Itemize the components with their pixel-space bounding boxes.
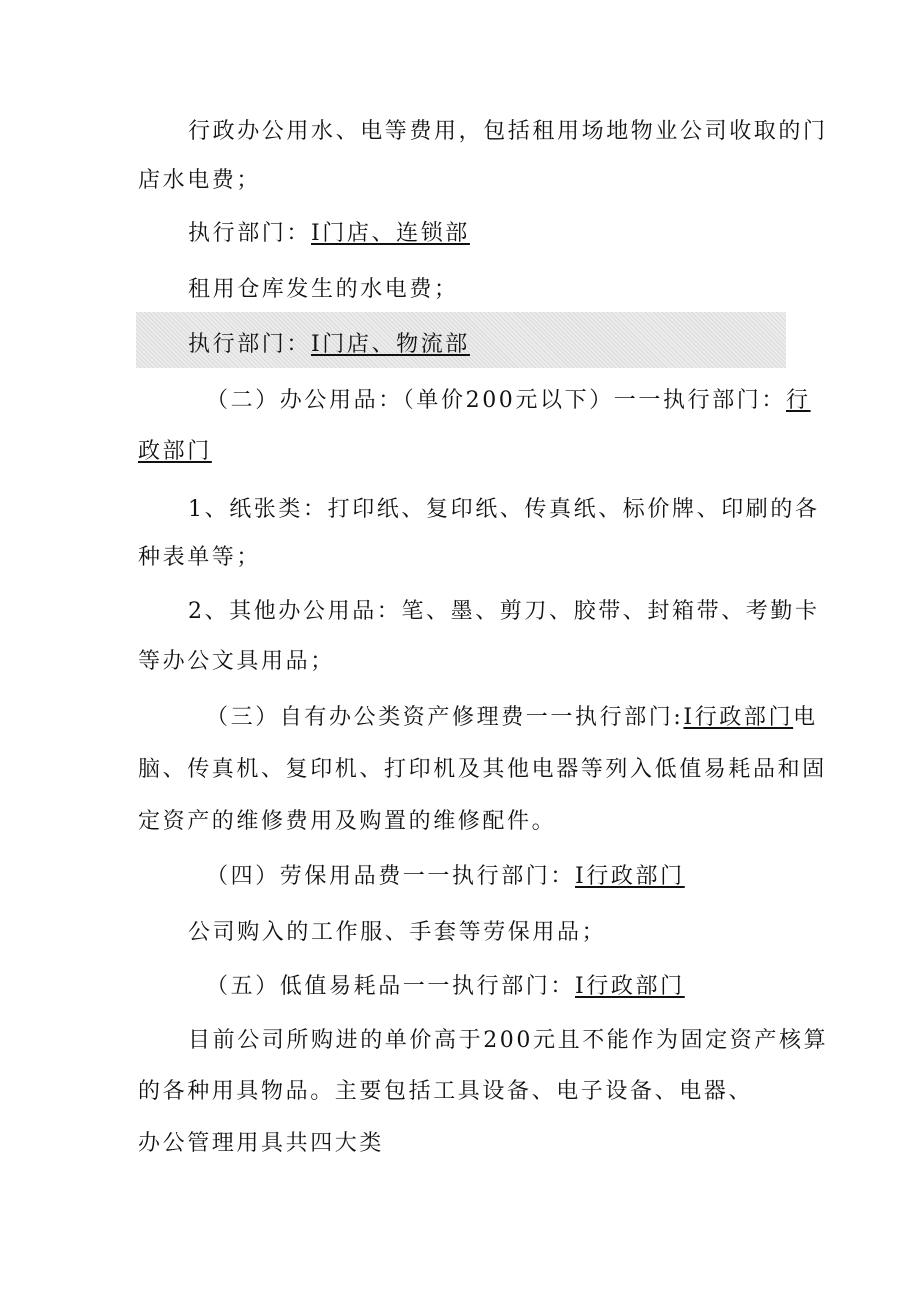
text-line: 公司购入的工作服、手套等劳保用品； <box>188 920 607 945</box>
underlined-department: 政部门 <box>138 439 212 464</box>
text-line: 执行部门：I门店、连锁部 <box>188 221 470 246</box>
list-item: 2、其他办公用品：笔、墨、剪刀、胶带、封箱带、考勤卡 <box>188 599 820 624</box>
underlined-department: I门店、连锁部 <box>311 221 470 246</box>
text-line: 行政办公用水、电等费用，包括租用场地物业公司收取的门 <box>188 119 828 144</box>
text-line: 的各种用具物品。主要包括工具设备、电子设备、电器、 <box>138 1079 754 1104</box>
text-line: 等办公文具用品； <box>138 649 335 674</box>
text-line: 租用仓库发生的水电费； <box>188 277 459 302</box>
section-heading: （二）办公用品：（单价200元以下）一一执行部门：行 <box>206 388 811 413</box>
text-line: 定资产的维修费用及购置的维修配件。 <box>138 809 557 834</box>
underlined-department: I门店、物流部 <box>311 332 470 357</box>
text-line: 办公管理用具共四大类 <box>138 1131 385 1156</box>
underlined-department: I行政部门 <box>575 864 685 889</box>
section-heading: （五）低值易耗品一一执行部门：I行政部门 <box>206 974 685 999</box>
text-line: 脑、传真机、复印机、打印机及其他电器等列入低值易耗品和固 <box>138 757 827 782</box>
section-heading: （四）劳保用品费一一执行部门：I行政部门 <box>206 864 685 889</box>
text-line: 目前公司所购进的单价高于200元且不能作为固定资产核算 <box>188 1028 829 1053</box>
text-line <box>138 432 920 472</box>
text-line: 店水电费； <box>138 168 262 193</box>
text-line: 执行部门：I门店、物流部 <box>188 332 470 357</box>
section-heading: （三）自有办公类资产修理费一一执行部门:I行政部门电 <box>206 705 818 730</box>
underlined-department: 行 <box>786 388 811 413</box>
text-line: 种表单等； <box>138 545 262 570</box>
list-item: 1、纸张类：打印纸、复印纸、传真纸、标价牌、印刷的各 <box>188 497 820 522</box>
underlined-department: I行政部门 <box>575 974 685 999</box>
underlined-department: I行政部门 <box>683 705 794 730</box>
